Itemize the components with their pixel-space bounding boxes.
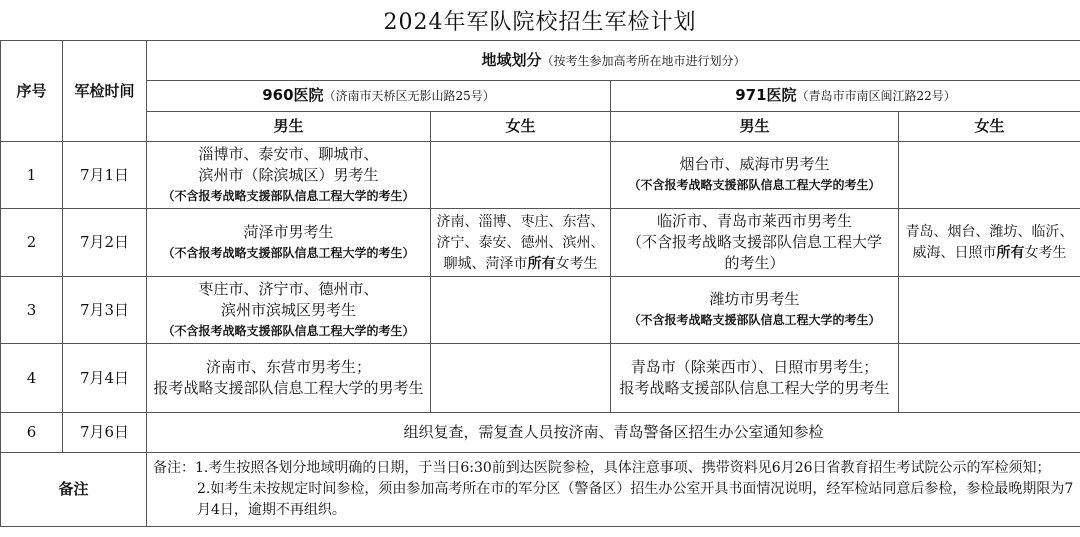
cell-971-female: [899, 344, 1080, 413]
cell-960-male: [147, 209, 431, 277]
remarks-content: [147, 453, 1080, 527]
cell-960-male: [147, 277, 431, 344]
exam-schedule-table: [0, 40, 1080, 527]
row-date: 7月6日: [63, 413, 147, 453]
female-emphasis: 所有: [996, 244, 1025, 261]
cell-971-male: [611, 142, 899, 209]
header-row-hospitals: [1, 81, 1080, 112]
cell-line: 滨州市（除滨城区）男考生: [198, 165, 379, 184]
row-seq: 1: [1, 142, 63, 209]
hospital-971-address: （青岛市市南区闽江路22号）: [796, 89, 956, 103]
female-suffix: 女考生: [555, 255, 598, 272]
row-seq: 6: [1, 413, 63, 453]
row-date: 7月1日: [63, 142, 147, 209]
table-row: [1, 277, 1080, 344]
row-date: 7月2日: [63, 209, 147, 277]
cell-note: （不含报考战略支援部队信息工程大学的考生）: [162, 245, 415, 260]
row-date: 7月4日: [63, 344, 147, 413]
remark-line-2: 2.如考生未按规定时间参检，须由参加高考所在市的军分区（警备区）招生办公室开具书面情况说明，经军检站同意后参检，参检最晚期限为7月4日，逾期不再组织。: [197, 481, 1074, 518]
cell-960-female: [431, 277, 611, 344]
cell-line: 滨州市滨城区男考生: [220, 300, 356, 319]
cell-line: （不含报考战略支援部队信息工程大学: [626, 233, 882, 251]
cell-960-female: [431, 209, 611, 277]
cell-line: 枣庄市、济宁市、德州市、: [198, 279, 379, 298]
cell-960-female: [431, 142, 611, 209]
cell-line: 济南市、东营市男考生；: [205, 358, 371, 376]
cell-960-male: [147, 344, 431, 413]
header-seq: 序号: [1, 41, 63, 142]
row-seq: 2: [1, 209, 63, 277]
cell-line: 青岛市（除莱西市）、日照市男考生；: [630, 358, 879, 376]
header-row-gender: [1, 112, 1080, 142]
cell-line: 临沂市、青岛市莱西市男考生: [656, 212, 852, 230]
cell-note: （不含报考战略支援部队信息工程大学的考生）: [162, 323, 415, 338]
cell-971-female: [899, 142, 1080, 209]
cell-note: （不含报考战略支援部队信息工程大学的考生）: [628, 178, 881, 192]
cell-merged-recheck: 组织复查，需复查人员按济南、青岛警备区招生办公室通知参检: [147, 413, 1080, 453]
header-971-female: 女生: [899, 112, 1080, 142]
cell-line: 报考战略支援部队信息工程大学的男考生: [619, 379, 890, 397]
cell-line: 菏泽市男考生: [243, 222, 334, 241]
header-960-male: 男生: [147, 112, 431, 142]
row-seq: 3: [1, 277, 63, 344]
female-suffix: 女考生: [1024, 244, 1067, 261]
female-regions: 济南、淄博、枣庄、东营、济宁、泰安、德州、滨州、聊城、菏泽市: [436, 213, 605, 272]
cell-line: 的考生）: [724, 254, 785, 272]
cell-971-male: [611, 277, 899, 344]
table-row: [1, 413, 1080, 453]
table-row: [1, 209, 1080, 277]
table-row: [1, 142, 1080, 209]
header-971-male: 男生: [611, 112, 899, 142]
table-row: [1, 344, 1080, 413]
hospital-960-address: （济南市天桥区无影山路25号）: [323, 89, 495, 103]
row-seq: 4: [1, 344, 63, 413]
cell-971-female: [899, 277, 1080, 344]
cell-971-female: [899, 209, 1080, 277]
header-hospital-971: [611, 81, 1080, 112]
header-960-female: 女生: [431, 112, 611, 142]
female-emphasis: 所有: [527, 255, 556, 272]
female-regions: 青岛、烟台、潍坊、临沂、威海、日照市: [905, 223, 1074, 261]
hospital-971-name: 971医院: [735, 86, 797, 104]
cell-960-female: [431, 344, 611, 413]
header-region-note: （按考生参加高考所在地市进行划分）: [541, 53, 746, 68]
header-region-label: 地域划分: [481, 50, 542, 69]
remarks-label: 备注: [1, 453, 147, 527]
row-date: 7月3日: [63, 277, 147, 344]
remarks-row: [1, 453, 1080, 527]
header-row-region: [1, 41, 1080, 81]
cell-line: 烟台市、威海市男考生: [679, 155, 830, 173]
header-time: 军检时间: [63, 41, 147, 142]
cell-line: 潍坊市男考生: [709, 290, 800, 308]
header-region: [147, 41, 1080, 81]
cell-960-male: [147, 142, 431, 209]
cell-line: 报考战略支援部队信息工程大学的男考生: [153, 379, 424, 397]
cell-text-clipped: [435, 212, 606, 274]
cell-971-male: [611, 344, 899, 413]
header-hospital-960: [147, 81, 611, 112]
cell-971-male: [611, 209, 899, 277]
hospital-960-name: 960医院: [262, 86, 324, 104]
cell-note: （不含报考战略支援部队信息工程大学的考生）: [162, 188, 415, 203]
page-title: 2024年军队院校招生军检计划: [383, 9, 697, 35]
cell-note: （不含报考战略支援部队信息工程大学的考生）: [628, 313, 881, 327]
remark-line-1: 备注：1.考生按照各划分地域明确的日期，于当日6:30前到达医院参检，具体注意事项、携带资料见6月26日省教育招生考试院公示的军检须知；: [153, 460, 1051, 476]
cell-line: 淄博市、泰安市、聊城市、: [198, 144, 379, 163]
